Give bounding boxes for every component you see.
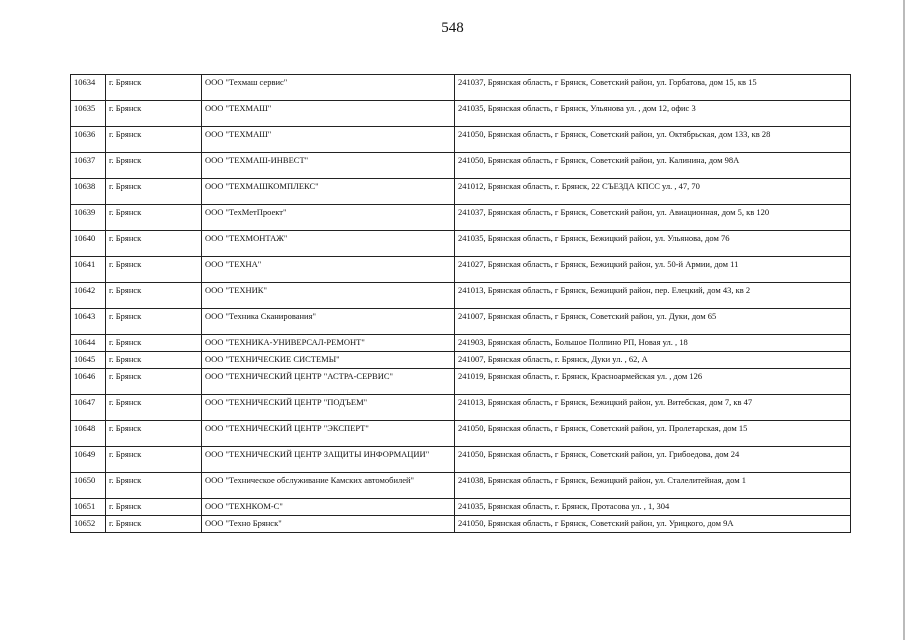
- row-city: г. Брянск: [106, 421, 202, 447]
- row-company-name: ООО "ТЕХНИЧЕСКИЙ ЦЕНТР "ЭКСПЕРТ": [202, 421, 455, 447]
- table-row: [71, 75, 851, 101]
- row-address: 241012, Брянская область, г. Брянск, 22 СЪЕЗДА КПСС ул. , 47, 70: [455, 179, 851, 205]
- table-row: [71, 395, 851, 421]
- table-row: [71, 421, 851, 447]
- row-address: 241007, Брянская область, г. Брянск, Дуки ул. , 62, А: [455, 352, 851, 369]
- row-city: г. Брянск: [106, 257, 202, 283]
- table-row: [71, 369, 851, 395]
- table-row: [71, 127, 851, 153]
- table-row: [71, 179, 851, 205]
- row-company-name: ООО "Техно Брянск": [202, 516, 455, 533]
- row-company-name: ООО "ТЕХМОНТАЖ": [202, 231, 455, 257]
- row-number: 10652: [71, 516, 106, 533]
- row-number: 10646: [71, 369, 106, 395]
- row-address: 241903, Брянская область, Большое Полпино РП, Новая ул. , 18: [455, 335, 851, 352]
- row-city: г. Брянск: [106, 205, 202, 231]
- row-address: 241035, Брянская область, г Брянск, Бежицкий район, ул. Ульянова, дом 76: [455, 231, 851, 257]
- table-row: [71, 499, 851, 516]
- row-address: 241007, Брянская область, г Брянск, Советский район, ул. Дуки, дом 65: [455, 309, 851, 335]
- row-number: 10645: [71, 352, 106, 369]
- row-address: 241050, Брянская область, г Брянск, Советский район, ул. Пролетарская, дом 15: [455, 421, 851, 447]
- row-company-name: ООО "ТЕХНИКА-УНИВЕРСАЛ-РЕМОНТ": [202, 335, 455, 352]
- row-address: 241035, Брянская область, г Брянск, Ульянова ул. , дом 12, офис 3: [455, 101, 851, 127]
- row-number: 10639: [71, 205, 106, 231]
- row-company-name: ООО "ТЕХМАШКОМПЛЕКС": [202, 179, 455, 205]
- row-address: 241013, Брянская область, г Брянск, Бежицкий район, ул. Витебская, дом 7, кв 47: [455, 395, 851, 421]
- row-address: 241038, Брянская область, г Брянск, Бежицкий район, ул. Сталелитейная, дом 1: [455, 473, 851, 499]
- row-company-name: ООО "ТехМетПроект": [202, 205, 455, 231]
- row-city: г. Брянск: [106, 283, 202, 309]
- row-city: г. Брянск: [106, 335, 202, 352]
- table-row: [71, 101, 851, 127]
- table-row: [71, 309, 851, 335]
- table-row: [71, 447, 851, 473]
- row-city: г. Брянск: [106, 101, 202, 127]
- row-number: 10638: [71, 179, 106, 205]
- table-row: [71, 516, 851, 533]
- row-number: 10647: [71, 395, 106, 421]
- row-number: 10637: [71, 153, 106, 179]
- row-number: 10649: [71, 447, 106, 473]
- row-company-name: ООО "ТЕХНИЧЕСКИЙ ЦЕНТР ЗАЩИТЫ ИНФОРМАЦИИ": [202, 447, 455, 473]
- row-city: г. Брянск: [106, 309, 202, 335]
- row-number: 10635: [71, 101, 106, 127]
- row-number: 10644: [71, 335, 106, 352]
- row-number: 10648: [71, 421, 106, 447]
- page-number: 548: [441, 20, 464, 36]
- row-city: г. Брянск: [106, 75, 202, 101]
- row-address: 241019, Брянская область, г. Брянск, Красноармейская ул. , дом 126: [455, 369, 851, 395]
- row-company-name: ООО "ТЕХНИЧЕСКИЕ СИСТЕМЫ": [202, 352, 455, 369]
- row-city: г. Брянск: [106, 447, 202, 473]
- row-company-name: ООО "ТЕХНИК": [202, 283, 455, 309]
- row-company-name: ООО "ТЕХМАШ": [202, 127, 455, 153]
- row-city: г. Брянск: [106, 153, 202, 179]
- table-row: [71, 153, 851, 179]
- row-company-name: ООО "Техмаш сервис": [202, 75, 455, 101]
- table-row: [71, 231, 851, 257]
- row-city: г. Брянск: [106, 179, 202, 205]
- registry-table: [70, 74, 851, 533]
- table-row: [71, 473, 851, 499]
- row-city: г. Брянск: [106, 395, 202, 421]
- table-row: [71, 257, 851, 283]
- row-city: г. Брянск: [106, 352, 202, 369]
- row-address: 241037, Брянская область, г Брянск, Советский район, ул. Горбатова, дом 15, кв 15: [455, 75, 851, 101]
- row-address: 241050, Брянская область, г Брянск, Советский район, ул. Октябрьская, дом 133, кв 28: [455, 127, 851, 153]
- row-city: г. Брянск: [106, 499, 202, 516]
- row-company-name: ООО "ТЕХНИЧЕСКИЙ ЦЕНТР "АСТРА-СЕРВИС": [202, 369, 455, 395]
- row-address: 241037, Брянская область, г Брянск, Советский район, ул. Авиационная, дом 5, кв 120: [455, 205, 851, 231]
- row-city: г. Брянск: [106, 473, 202, 499]
- row-address: 241050, Брянская область, г Брянск, Советский район, ул. Урицкого, дом 9А: [455, 516, 851, 533]
- row-number: 10651: [71, 499, 106, 516]
- row-address: 241035, Брянская область, г. Брянск, Протасова ул. , 1, 304: [455, 499, 851, 516]
- row-city: г. Брянск: [106, 127, 202, 153]
- row-address: 241027, Брянская область, г Брянск, Бежицкий район, ул. 50-й Армии, дом 11: [455, 257, 851, 283]
- row-company-name: ООО "Техника Сканирования": [202, 309, 455, 335]
- row-company-name: ООО "ТЕХМАШ-ИНВЕСТ": [202, 153, 455, 179]
- row-number: 10636: [71, 127, 106, 153]
- row-company-name: ООО "ТЕХНА": [202, 257, 455, 283]
- row-company-name: ООО "ТЕХНИЧЕСКИЙ ЦЕНТР "ПОДЪЕМ": [202, 395, 455, 421]
- row-number: 10640: [71, 231, 106, 257]
- table-row: [71, 205, 851, 231]
- row-number: 10641: [71, 257, 106, 283]
- row-address: 241013, Брянская область, г Брянск, Бежицкий район, пер. Елецкий, дом 43, кв 2: [455, 283, 851, 309]
- table-row: [71, 335, 851, 352]
- registry-body: [71, 75, 851, 533]
- row-address: 241050, Брянская область, г Брянск, Советский район, ул. Калинина, дом 98А: [455, 153, 851, 179]
- row-company-name: ООО "ТЕХНКОМ-С": [202, 499, 455, 516]
- row-city: г. Брянск: [106, 516, 202, 533]
- table-row: [71, 283, 851, 309]
- table-row: [71, 352, 851, 369]
- row-city: г. Брянск: [106, 369, 202, 395]
- row-number: 10642: [71, 283, 106, 309]
- row-company-name: ООО "ТЕХМАШ": [202, 101, 455, 127]
- row-company-name: ООО "Техническое обслуживание Камских автомобилей": [202, 473, 455, 499]
- row-address: 241050, Брянская область, г Брянск, Советский район, ул. Грибоедова, дом 24: [455, 447, 851, 473]
- row-city: г. Брянск: [106, 231, 202, 257]
- row-number: 10650: [71, 473, 106, 499]
- row-number: 10634: [71, 75, 106, 101]
- row-number: 10643: [71, 309, 106, 335]
